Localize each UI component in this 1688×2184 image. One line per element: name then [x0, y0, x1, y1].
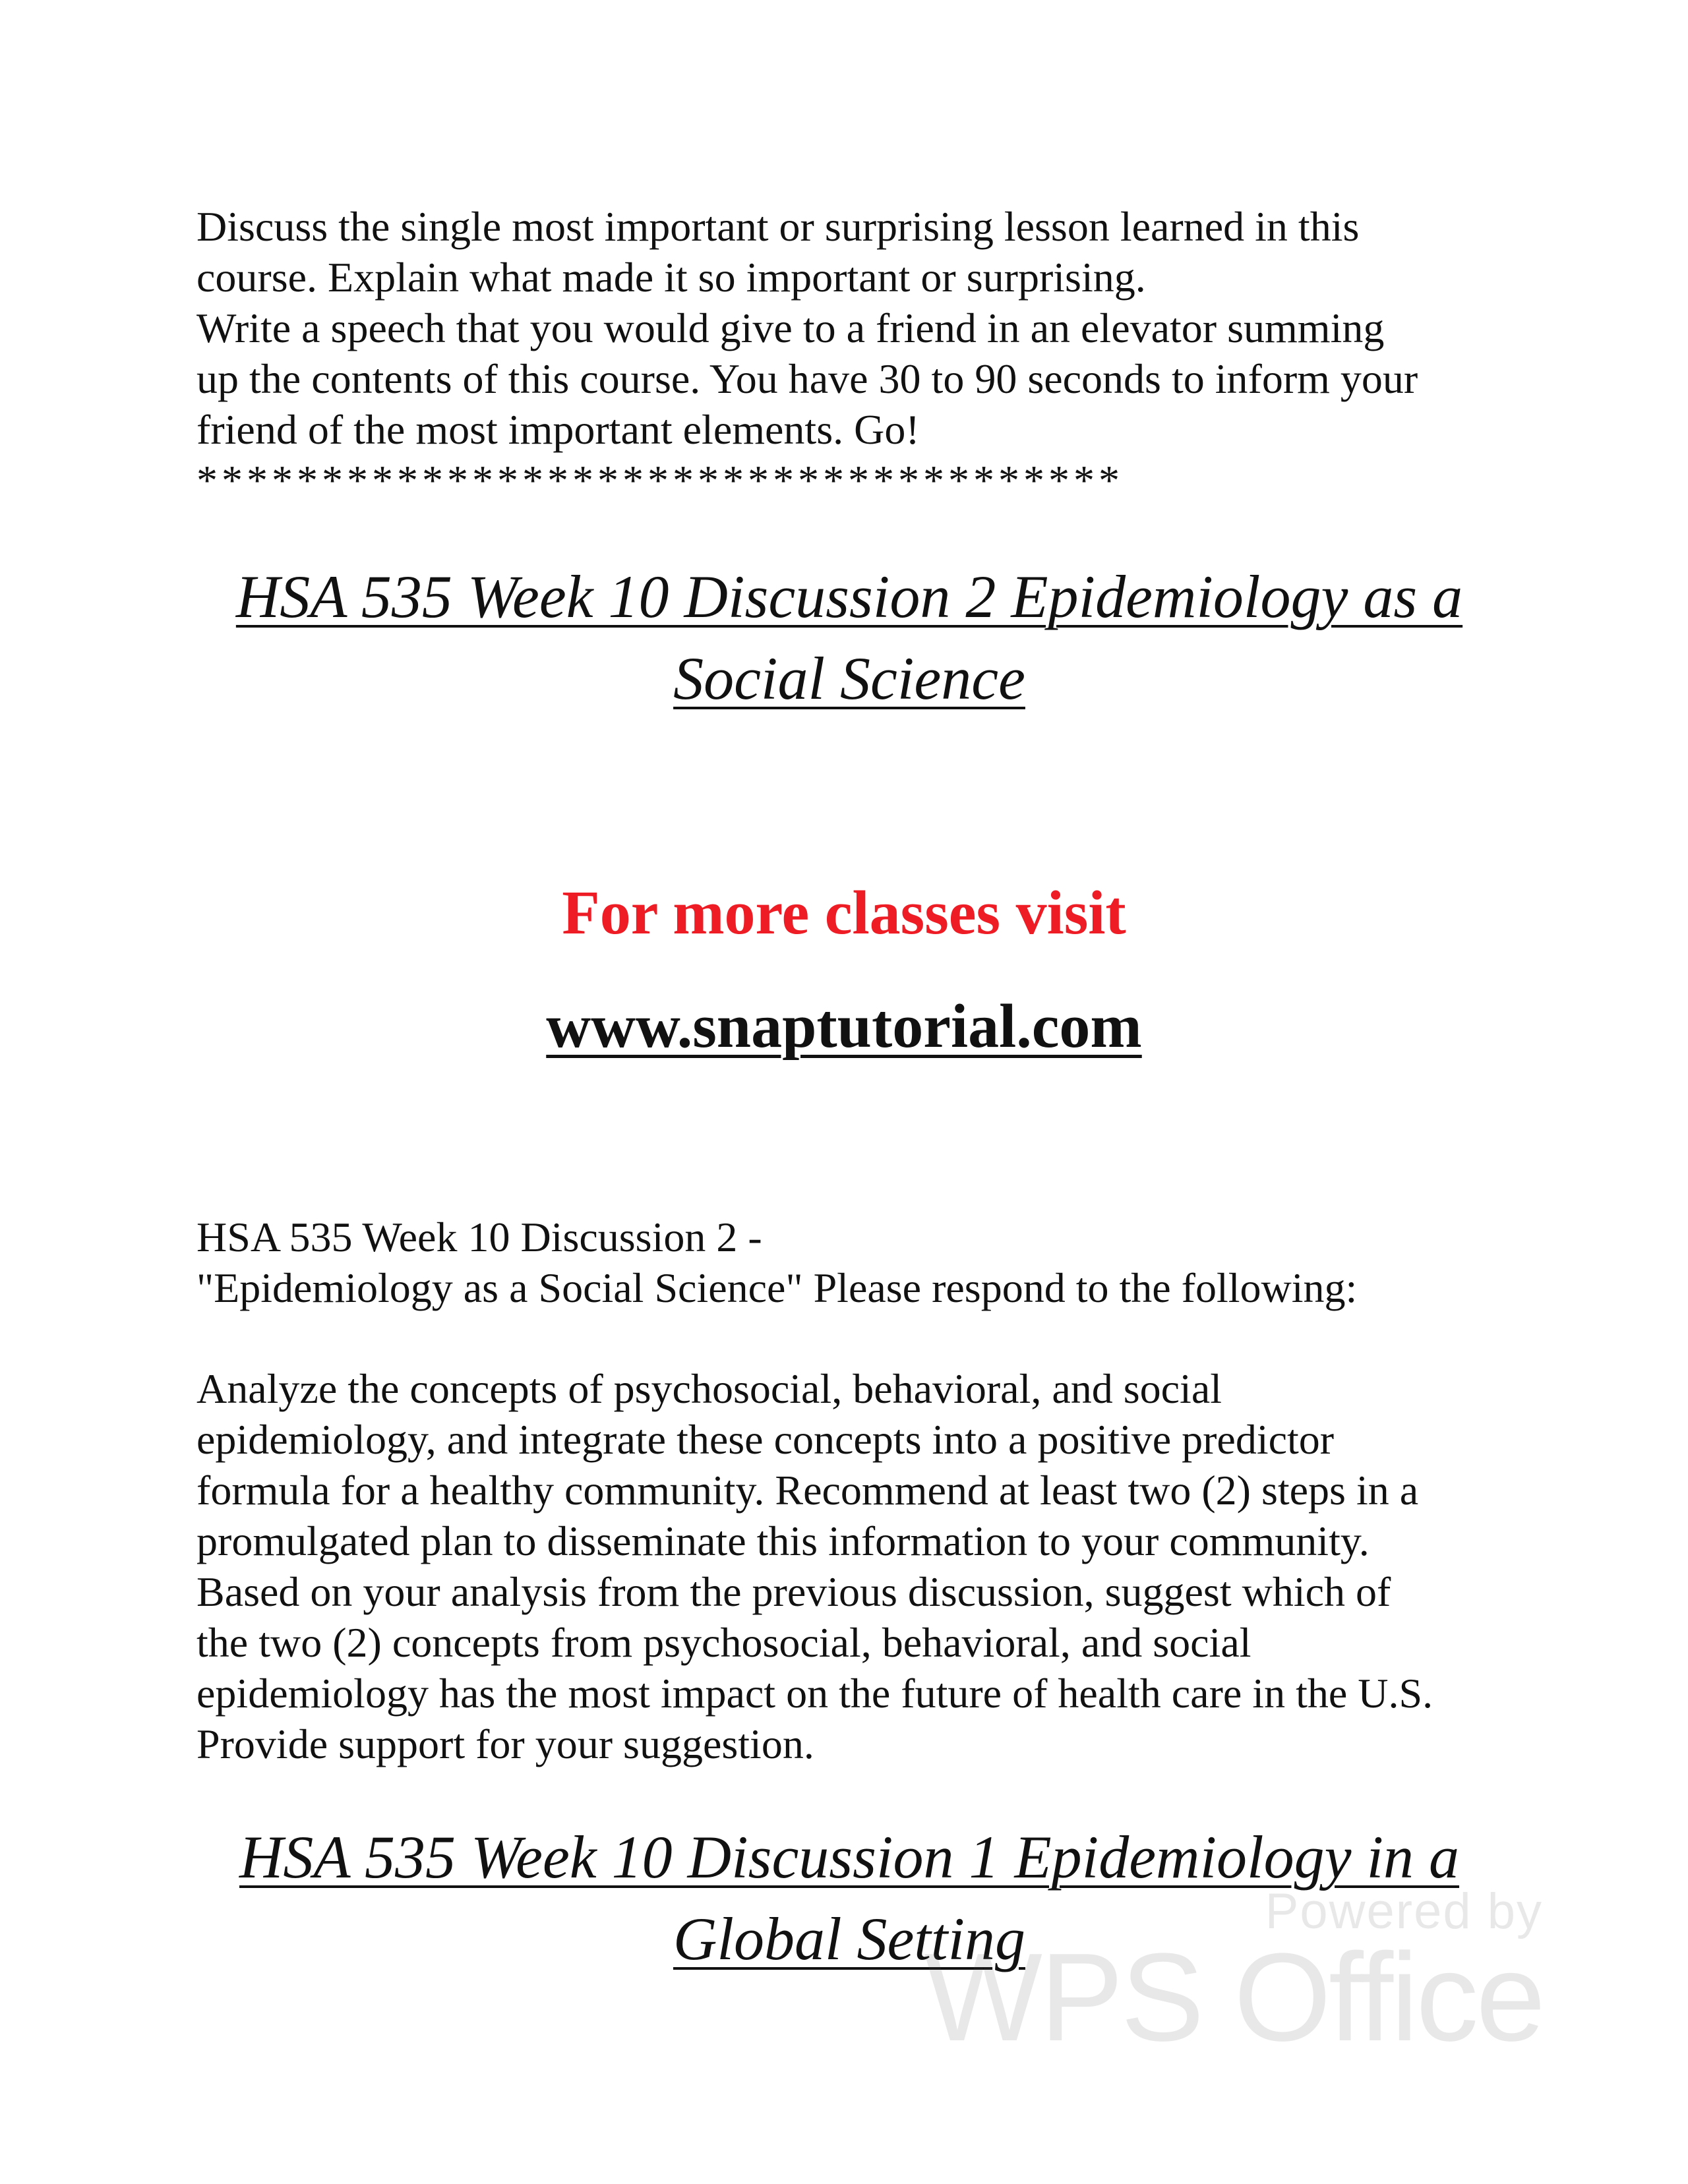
section-heading-discussion-2 [196, 556, 1502, 719]
heading-line: Global Setting [673, 1905, 1026, 1972]
discussion-body-line: Provide support for your suggestion. [196, 1721, 814, 1767]
intro-paragraph [196, 201, 1502, 506]
discussion-title-line: HSA 535 Week 10 Discussion 2 - [196, 1214, 762, 1260]
asterisk-divider: ************************************* [196, 457, 1124, 504]
discussion-body-line: formula for a healthy community. Recommend at least two (2) steps in a [196, 1467, 1419, 1514]
discussion-body-line: epidemiology has the most impact on the future of health care in the U.S. [196, 1670, 1433, 1717]
intro-line: course. Explain what made it so important or surprising. [196, 254, 1146, 301]
watermark-powered-by: Powered by [1265, 1883, 1543, 1939]
discussion-body-line: the two (2) concepts from psychosocial, behavioral, and social [196, 1619, 1251, 1666]
intro-line: friend of the most important elements. Go! [196, 406, 920, 453]
intro-line: Write a speech that you would give to a friend in an elevator summing [196, 305, 1385, 351]
discussion-body-line: epidemiology, and integrate these concepts into a positive predictor [196, 1416, 1335, 1463]
promo-visit-text: For more classes visit [562, 879, 1126, 947]
discussion-body [196, 1363, 1502, 1769]
discussion-body-line: promulgated plan to disseminate this information to your community. [196, 1518, 1370, 1564]
discussion-title-line: "Epidemiology as a Social Science" Please respond to the following: [196, 1264, 1358, 1311]
watermark-logo-text: WPS Office [924, 1928, 1543, 2067]
intro-line: up the contents of this course. You have 30 to 90 seconds to inform your [196, 355, 1418, 402]
intro-line: Discuss the single most important or surprising lesson learned in this [196, 203, 1360, 250]
promo-website-link[interactable]: www.snaptutorial.com [546, 992, 1142, 1061]
section-heading-discussion-1 [196, 1816, 1502, 1980]
discussion-body-line: Analyze the concepts of psychosocial, behavioral, and social [196, 1365, 1222, 1412]
heading-line: Social Science [673, 645, 1025, 712]
discussion-body-line: Based on your analysis from the previous discussion, suggest which of [196, 1568, 1391, 1615]
heading-line: HSA 535 Week 10 Discussion 1 Epidemiology in a [239, 1823, 1460, 1891]
heading-line: HSA 535 Week 10 Discussion 2 Epidemiology as a [235, 563, 1463, 630]
discussion-title [196, 1212, 1502, 1313]
